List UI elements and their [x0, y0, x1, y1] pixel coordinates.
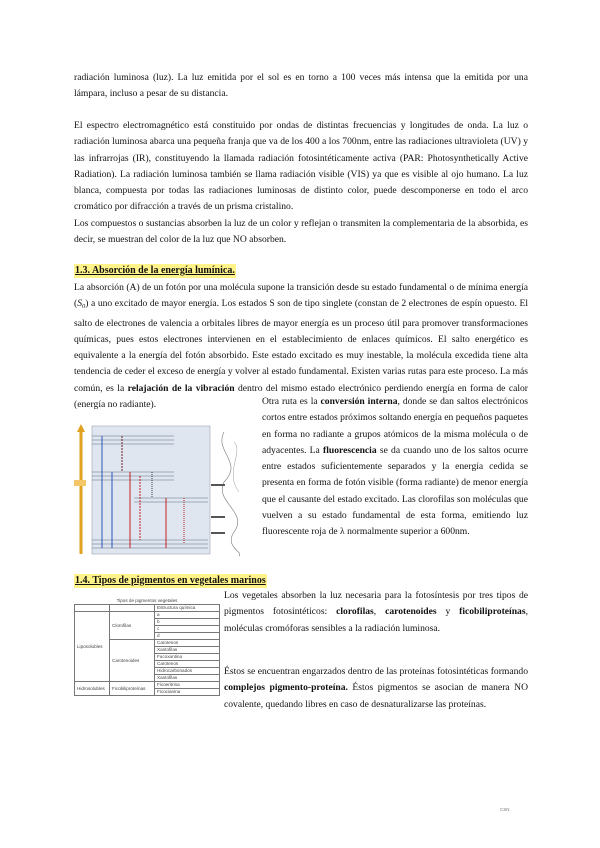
- jablonski-diagram: [74, 422, 260, 558]
- paragraph-rutas: Otra ruta es la conversión interna, donde se dan saltos electrónicos cortos entre estados próximos soltando energía en pequeños paquetes en forma no radiante a grupos atómicos de la misma molécula o de adyacentes. La fluorescencia se da cuando uno de los saltos ocurre entre estados suficientemente separados y la energía cedida se presenta en forma de fotón visible (forma radiante) de menor energía que el causante del estado excitado. Las clorofilas son moléculas que vuelven a su estado fundamental de esta forma, emitiendo luz fluorescente roja de λ normalmente superior a 600nm.: [262, 396, 528, 538]
- diagram-panel: [92, 426, 210, 554]
- heading-1-3: 1.3. Absorción de la energía lumínica.: [75, 265, 235, 276]
- term-clorofilas: clorofilas: [336, 606, 374, 618]
- energy-axis-label-box: [74, 480, 86, 486]
- paragraph-pigmentos: Los vegetales absorben la luz necesaria para la fotosíntesis por tres tipos de pigmentos fotosintéticos: clorofilas, carotenoides y ficobiliproteínas, moléculas cromóforas sensibles a la radiación luminosa.: [224, 590, 528, 634]
- paragraph-intro: radiación luminosa (luz). La luz emitida por el sol es en torno a 100 veces más intensa que la emitida por una lámpara, incluso a pesar de su distancia.: [74, 72, 528, 100]
- term-fluorescencia: fluorescencia: [323, 444, 377, 456]
- emission-curve: [233, 442, 239, 492]
- table-title: Tipos de pigmentos vegetales: [75, 598, 220, 605]
- pigment-table-figure: [74, 598, 220, 718]
- group-carotenoides: Carotenoides: [110, 640, 155, 682]
- group-hidrosolubles: Hidrosolubles: [75, 682, 110, 696]
- energy-axis-arrow: [77, 424, 85, 432]
- group-liposolubles: Liposolubles: [75, 612, 110, 682]
- term-conversion-interna: conversión interna: [320, 396, 398, 407]
- term-carotenoides: carotenoides: [385, 606, 437, 618]
- group-clorofilas: Clorofilas: [110, 612, 155, 640]
- s0-symbol: $S_0$: [77, 298, 86, 311]
- paragraph-complejos: Éstos se encuentran engarzados dentro de las proteínas fotosintéticas formando complejos pigmento-proteína. Éstos pigmentos se asocian de manera NO covalente, quedando libres en caso de desnaturalizarse las proteínas.: [224, 666, 528, 710]
- paragraph-espectro: El espectro electromagnético está constituido por ondas de distintas frecuencias y longitudes de onda. La luz o radiación luminosa abarca una pequeña franja que va de los 400 a los 700nm, entre las radiaciones ultravioleta (UV) y las infrarrojas (IR), constituyendo la llamada radiación fotosintéticamente activa (PAR: Photosynthetically Active Radiation). La radiación luminosa también se llama radiación visible (VIS) ya que es visible al ojo humano. La luz blanca, compuesta por todas las radiaciones luminosas de distinto color, puede descomponerse en todo el arco cromático por difracción a través de un prisma cristalino. Los compuestos o sustancias absorben la luz de un color y reflejan o transmiten la complementaria de la absorbida, es decir, se muestran del color de la luz que NO absorben.: [74, 118, 528, 248]
- paragraph-absorcion: La absorción (A) de un fotón por una molécula supone la transición desde su estado fundamental o de mínima energía $(S_0)$ a uno excitado de mayor energía. Los estados S son de tipo singlete (constan de 2 electrones de espín opuesto. El salto de electrones de valencia a orbitales libres de mayor energía es un proceso útil para promover transformaciones químicas, pues estos electrones intervienen en el establecimiento de enlaces químicos. El salto energético es equivalente a la energía del fotón absorbido. Este estado excitado es muy inestable, la molécula excedida tiene alta tendencia de ceder el exceso de energía y volver al estado fundamental. Existen varias rutas para este proceso. La más común, es la relajación de la vibración dentro del mismo estado electrónico perdiendo energía en forma de calor (energía no radiante).: [74, 282, 529, 411]
- diagram-labels: [211, 484, 225, 534]
- term-relajacion: relajación de la vibración: [127, 382, 235, 394]
- term-complejos: complejos pigmento-proteína.: [224, 682, 348, 694]
- term-ficobiliproteinas: ficobiliproteínas: [459, 606, 526, 618]
- heading-1-4: 1.4. Tipos de pigmentos en vegetales marinos: [75, 575, 266, 586]
- table-col-header: Estructura química: [155, 605, 220, 612]
- footer-mark: CSN: [500, 807, 510, 812]
- group-ficobiliproteinas: Ficobiliproteínas: [110, 682, 155, 696]
- pigment-table: Tipos de pigmentos vegetales Estructura química Liposolubles Clorofilas a b c d Carotenoides Carotenos Xantofilas Fucoxantina Carotenos Hidrocarbonados Xantofilas Hidrosolubles Ficobiliproteínas Ficoeritrina Ficocianina: [74, 598, 220, 696]
- paragraph-compuestos: Los compuestos o sustancias absorben la luz de un color y reflejan o transmiten la complementaria de la absorbida, es decir, se muestran del color de la luz que NO absorben.: [74, 217, 528, 246]
